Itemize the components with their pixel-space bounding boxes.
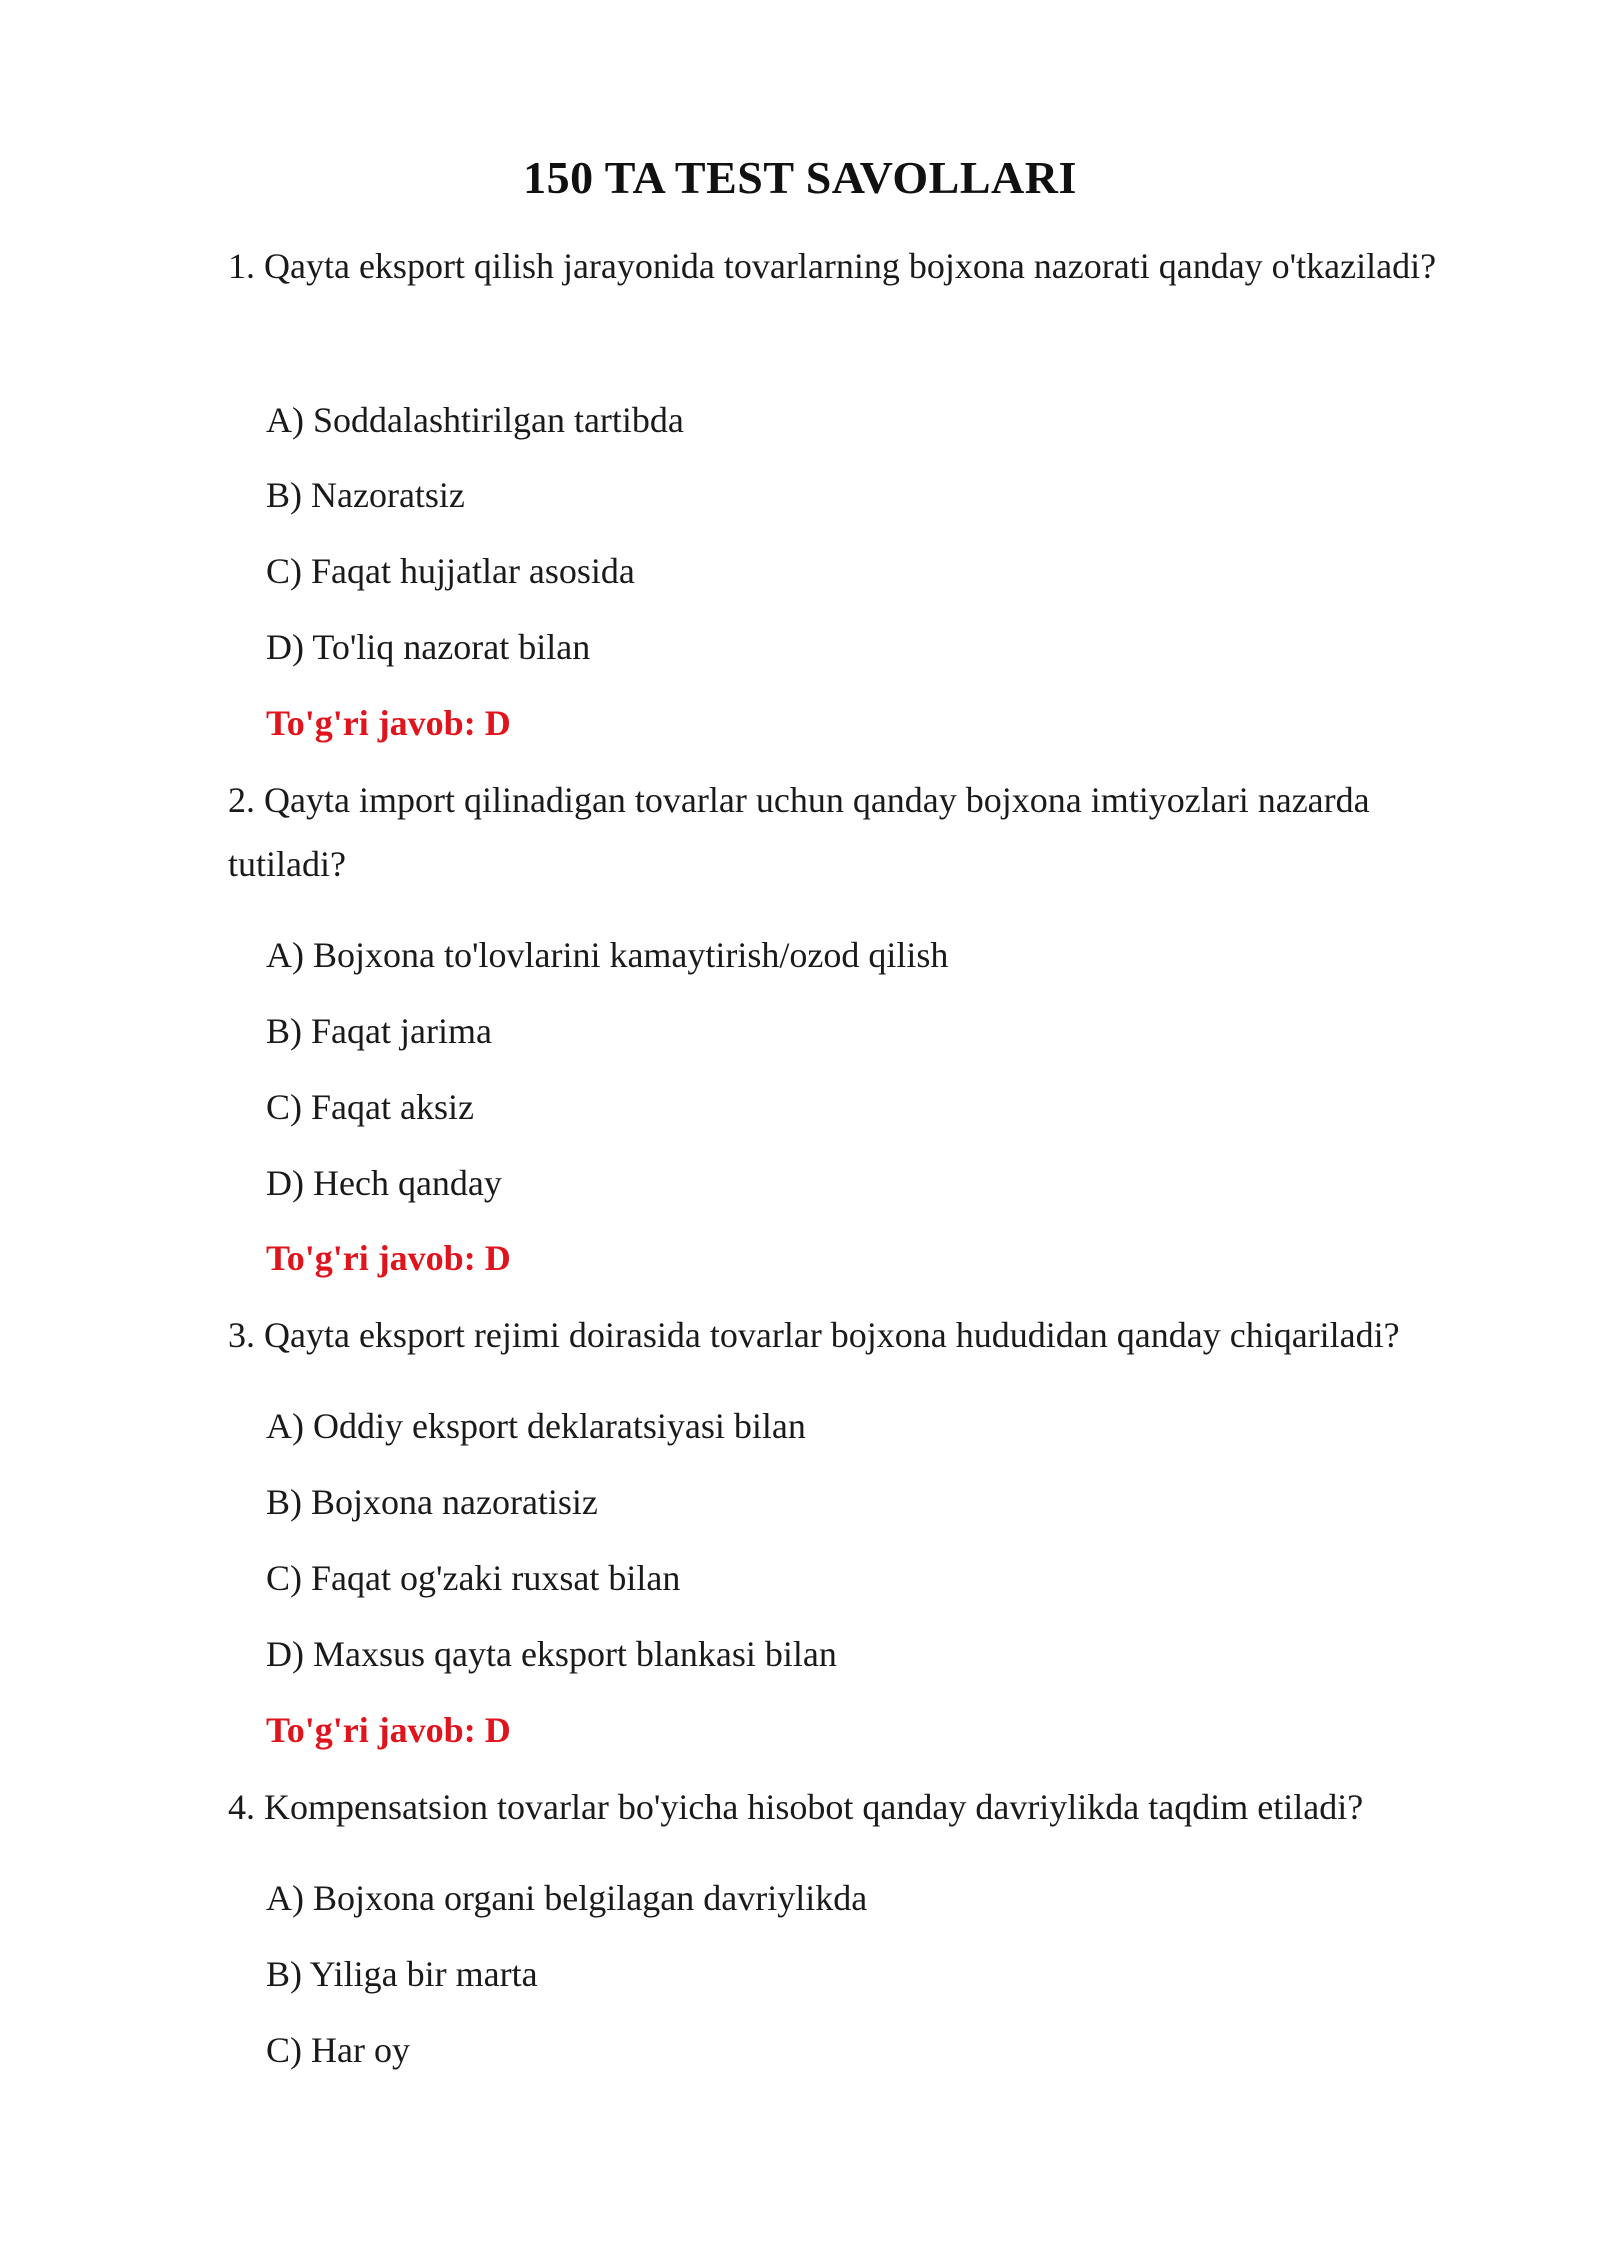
document-title: 150 TA TEST SAVOLLARI — [523, 152, 1077, 203]
question-3-option-d: D) Maxsus qayta eksport blankasi bilan — [266, 1634, 837, 1674]
question-3-option-b: B) Bojxona nazoratisiz — [266, 1482, 598, 1522]
question-2-option-c: C) Faqat aksiz — [266, 1087, 474, 1127]
question-2-answer: To'g'ri javob: D — [266, 1238, 511, 1278]
question-4-option-a: A) Bojxona organi belgilagan davriylikda — [266, 1878, 868, 1918]
question-3-text: 3. Qayta eksport rejimi doirasida tovarlar bojxona hududidan qanday chiqariladi? — [228, 1315, 1400, 1355]
question-3-answer: To'g'ri javob: D — [266, 1710, 511, 1750]
question-3-option-a: A) Oddiy eksport deklaratsiyasi bilan — [266, 1406, 806, 1446]
question-1-option-b: B) Nazoratsiz — [266, 475, 465, 515]
question-4-option-b: B) Yiliga bir marta — [266, 1954, 538, 1994]
question-1-option-a: A) Soddalashtirilgan tartibda — [266, 400, 684, 440]
question-1-answer: To'g'ri javob: D — [266, 703, 511, 743]
question-4-option-c: C) Har oy — [266, 2030, 410, 2070]
question-4-text: 4. Kompensatsion tovarlar bo'yicha hisobot qanday davriylikda taqdim etiladi? — [228, 1787, 1364, 1827]
question-1-option-c: C) Faqat hujjatlar asosida — [266, 551, 635, 591]
question-3-option-c: C) Faqat og'zaki ruxsat bilan — [266, 1558, 681, 1598]
question-2-option-a: A) Bojxona to'lovlarini kamaytirish/ozod qilish — [266, 935, 949, 975]
question-1-text: 1. Qayta eksport qilish jarayonida tovarlarning bojxona nazorati qanday o'tkaziladi? — [228, 246, 1437, 286]
question-1-option-d: D) To'liq nazorat bilan — [266, 627, 591, 667]
question-2-option-d: D) Hech qanday — [266, 1163, 502, 1203]
question-2-option-b: B) Faqat jarima — [266, 1011, 492, 1051]
question-2-text: 2. Qayta import qilinadigan tovarlar uchun qanday bojxona imtiyozlari nazarda tutiladi? — [228, 780, 1370, 884]
